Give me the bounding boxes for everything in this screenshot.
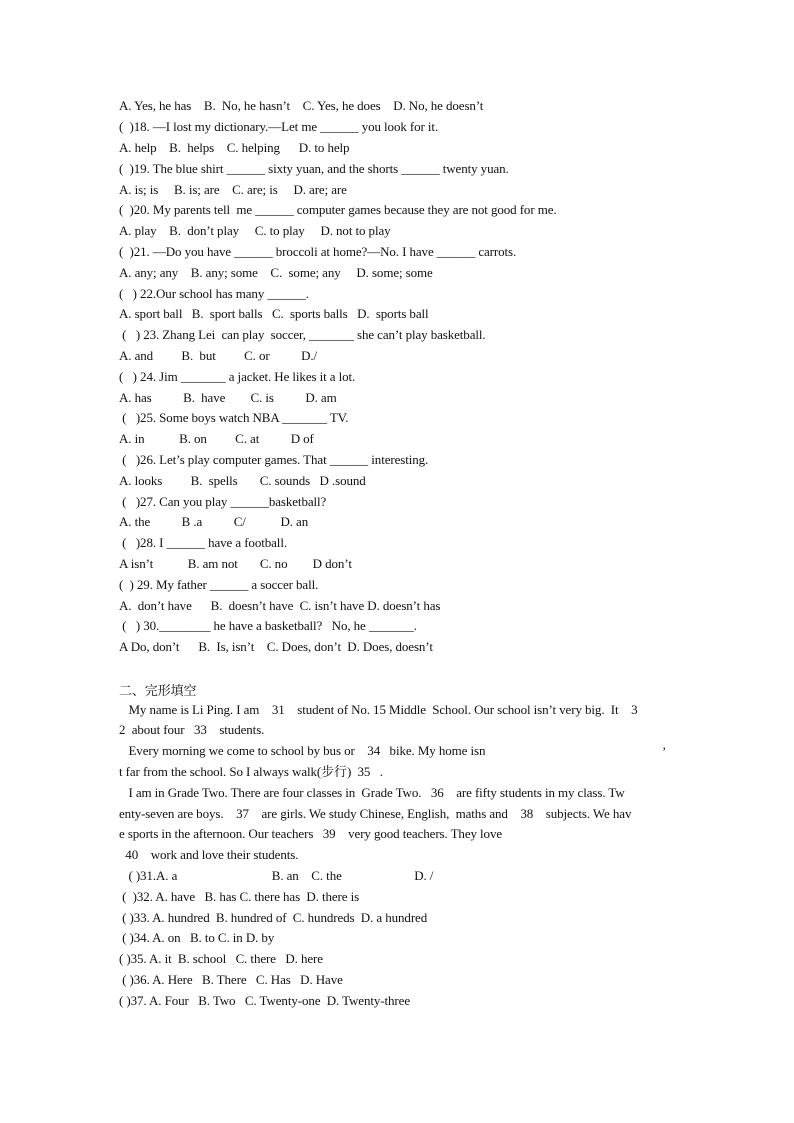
question-line: ( ) 24. Jim _______ a jacket. He likes it a lot. xyxy=(119,369,356,384)
question-line: ( )20. My parents tell me ______ computer games because they are not good for me. xyxy=(119,202,557,217)
question-line: A. has B. have C. is D. am xyxy=(119,390,337,405)
passage-line: Every morning we come to school by bus or 34 bike. My home isn xyxy=(119,743,486,758)
question-line: ( )21. —Do you have ______ broccoli at home?—No. I have ______ carrots. xyxy=(119,244,517,259)
question-line: A. looks B. spells C. sounds D .sound xyxy=(119,473,366,488)
question-line: A. the B .a C/ D. an xyxy=(119,514,309,529)
stray-apostrophe: ’ xyxy=(662,744,667,759)
question-line: ( ) 29. My father ______ a soccer ball. xyxy=(119,577,319,592)
option-line: ( )37. A. Four B. Two C. Twenty-one D. Twenty-three xyxy=(119,993,411,1008)
passage-line: My name is Li Ping. I am 31 student of No. 15 Middle School. Our school isn’t very big. It 3 xyxy=(119,702,638,717)
passage-line: enty-seven are boys. 37 are girls. We study Chinese, English, maths and 38 subjects. We hav xyxy=(119,806,632,821)
question-line: ( ) 22.Our school has many ______. xyxy=(119,286,309,301)
question-line: ( )19. The blue shirt ______ sixty yuan, and the shorts ______ twenty yuan. xyxy=(119,161,509,176)
passage-line: 2 about four 33 students. xyxy=(119,722,265,737)
option-line: ( )33. A. hundred B. hundred of C. hundreds D. a hundred xyxy=(119,910,428,925)
question-line: A. Yes, he has B. No, he hasn’t C. Yes, he does D. No, he doesn’t xyxy=(119,98,484,113)
question-line: A. play B. don’t play C. to play D. not to play xyxy=(119,223,391,238)
question-line: A. and B. but C. or D./ xyxy=(119,348,318,363)
question-line: ( )26. Let’s play computer games. That ______ interesting. xyxy=(119,452,429,467)
option-line: ( )32. A. have B. has C. there has D. there is xyxy=(119,889,360,904)
option-line: ( )36. A. Here B. There C. Has D. Have xyxy=(119,972,343,987)
question-line: A Do, don’t B. Is, isn’t C. Does, don’t D. Does, doesn’t xyxy=(119,639,433,654)
question-line: ( )28. I ______ have a football. xyxy=(119,535,287,550)
question-line: A. in B. on C. at D of xyxy=(119,431,314,446)
passage-line: e sports in the afternoon. Our teachers 39 very good teachers. They love xyxy=(119,826,503,841)
question-line: ( )25. Some boys watch NBA _______ TV. xyxy=(119,410,349,425)
option-line: ( )35. A. it B. school C. there D. here xyxy=(119,951,323,966)
question-line: ( ) 30.________ he have a basketball? No, he _______. xyxy=(119,618,417,633)
question-line: A. help B. helps C. helping D. to help xyxy=(119,140,350,155)
passage-line: 40 work and love their students. xyxy=(119,847,299,862)
question-line: ( )27. Can you play ______basketball? xyxy=(119,494,327,509)
question-line: ( )18. —I lost my dictionary.—Let me ______ you look for it. xyxy=(119,119,439,134)
section-heading-cloze: 二、完形填空 xyxy=(119,684,197,699)
passage-line: I am in Grade Two. There are four classes in Grade Two. 36 are fifty students in my class. Tw xyxy=(119,785,625,800)
option-line: ( )31.A. a B. an C. the D. / xyxy=(119,868,434,883)
question-line: A. don’t have B. doesn’t have C. isn’t have D. doesn’t has xyxy=(119,598,441,613)
option-line: ( )34. A. on B. to C. in D. by xyxy=(119,930,275,945)
question-line: A. sport ball B. sport balls C. sports balls D. sports ball xyxy=(119,306,429,321)
question-line: A isn’t B. am not C. no D don’t xyxy=(119,556,352,571)
passage-line: t far from the school. So I always walk(步行) 35 . xyxy=(119,764,383,779)
question-line: A. any; any B. any; some C. some; any D. some; some xyxy=(119,265,433,280)
question-line: ( ) 23. Zhang Lei can play soccer, _______ she can’t play basketball. xyxy=(119,327,486,342)
question-line: A. is; is B. is; are C. are; is D. are; are xyxy=(119,182,347,197)
